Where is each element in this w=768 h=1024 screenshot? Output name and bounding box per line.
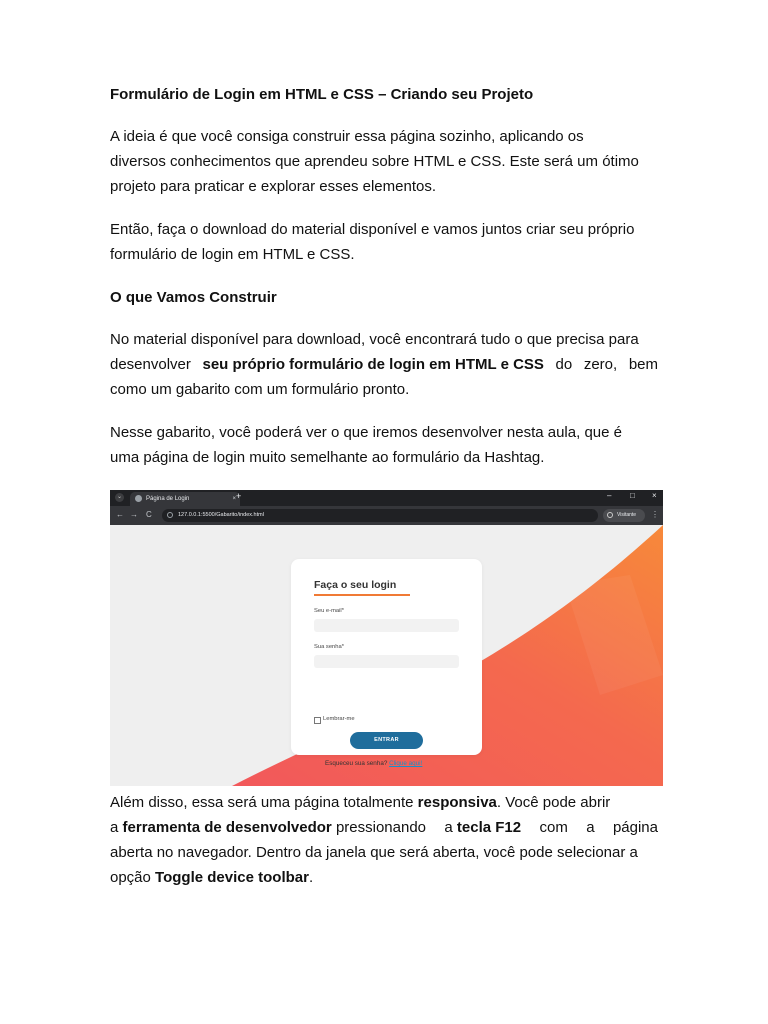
password-field[interactable] xyxy=(314,655,459,668)
paragraph-download xyxy=(110,217,658,267)
text-line: diversos conhecimentos que aprendeu sobre HTML e CSS. Este será um ótimo xyxy=(110,153,639,170)
text-line: formulário de login em HTML e CSS. xyxy=(110,246,355,263)
tab-title: Página de Login xyxy=(146,496,190,502)
forgot-link[interactable]: Clique aqui! xyxy=(389,760,423,767)
reload-icon[interactable]: C xyxy=(146,510,152,519)
maximize-icon[interactable]: □ xyxy=(630,491,635,500)
login-title: Faça o seu login xyxy=(314,579,397,591)
page-viewport xyxy=(110,525,663,786)
tab-search-icon[interactable]: ⌄ xyxy=(116,494,123,500)
login-card xyxy=(291,559,482,767)
forgot-text: Esqueceu sua senha? xyxy=(325,760,388,767)
profile-icon xyxy=(607,512,613,518)
back-icon[interactable]: ← xyxy=(116,510,124,519)
browser-tab-bar xyxy=(110,490,663,506)
tab-close-icon[interactable]: × xyxy=(232,496,236,502)
browser-toolbar xyxy=(110,506,663,525)
favicon-icon xyxy=(135,495,142,502)
kebab-menu-icon[interactable]: ⋮ xyxy=(651,510,659,519)
text-line: Então, faça o download do material disponível e vamos juntos criar seu próprio xyxy=(110,221,635,238)
browser-screenshot xyxy=(110,490,663,786)
paragraph-template xyxy=(110,420,658,470)
email-label: Seu e-mail* xyxy=(314,608,344,614)
paragraph-responsive xyxy=(110,790,658,890)
minimize-icon[interactable]: – xyxy=(607,491,612,500)
site-info-icon[interactable] xyxy=(167,512,173,518)
section-heading: O que Vamos Construir xyxy=(110,289,277,306)
profile-label: Visitante xyxy=(617,512,637,518)
address-bar[interactable] xyxy=(162,509,598,522)
forgot-password xyxy=(325,760,422,767)
text-line: Além disso, essa será uma página totalmente responsiva. Você pode abrir xyxy=(110,794,611,811)
text-line: aberta no navegador. Dentro da janela que será aberta, você pode selecionar a xyxy=(110,844,638,861)
password-label: Sua senha* xyxy=(314,644,344,650)
submit-button[interactable]: ENTRAR xyxy=(350,732,423,749)
forward-icon[interactable]: → xyxy=(130,510,138,519)
url-text: 127.0.0.1:5500/Gabarito/index.html xyxy=(178,512,264,518)
text-line: No material disponível para download, você encontrará tudo o que precisa para xyxy=(110,331,639,348)
browser-tab[interactable] xyxy=(130,492,240,506)
title-underline xyxy=(314,594,410,596)
document-title: Formulário de Login em HTML e CSS – Criando seu Projeto xyxy=(110,86,534,103)
text-line: opção Toggle device toolbar. xyxy=(110,869,314,886)
text-line: uma página de login muito semelhante ao formulário da Hashtag. xyxy=(110,449,545,466)
text-line: A ideia é que você consiga construir essa página sozinho, aplicando os xyxy=(110,128,584,145)
text-line: projeto para praticar e explorar esses elementos. xyxy=(110,178,437,195)
profile-button[interactable] xyxy=(603,509,645,522)
paragraph-material xyxy=(110,327,658,402)
close-window-icon[interactable]: × xyxy=(652,491,657,500)
text-line: Nesse gabarito, você poderá ver o que iremos desenvolver nesta aula, que é xyxy=(110,424,622,441)
text-line: desenvolver seu próprio formulário de login em HTML e CSS do zero, bem xyxy=(110,356,658,373)
email-field[interactable] xyxy=(314,619,459,632)
remember-label: Lembrar-me xyxy=(323,716,355,722)
text-line: a ferramenta de desenvolvedor pressionando a tecla F12 com a página xyxy=(110,819,658,836)
new-tab-icon[interactable]: + xyxy=(236,491,242,501)
paragraph-intro xyxy=(110,124,658,199)
text-line: como um gabarito com um formulário pronto. xyxy=(110,381,410,398)
remember-checkbox[interactable] xyxy=(314,717,321,724)
